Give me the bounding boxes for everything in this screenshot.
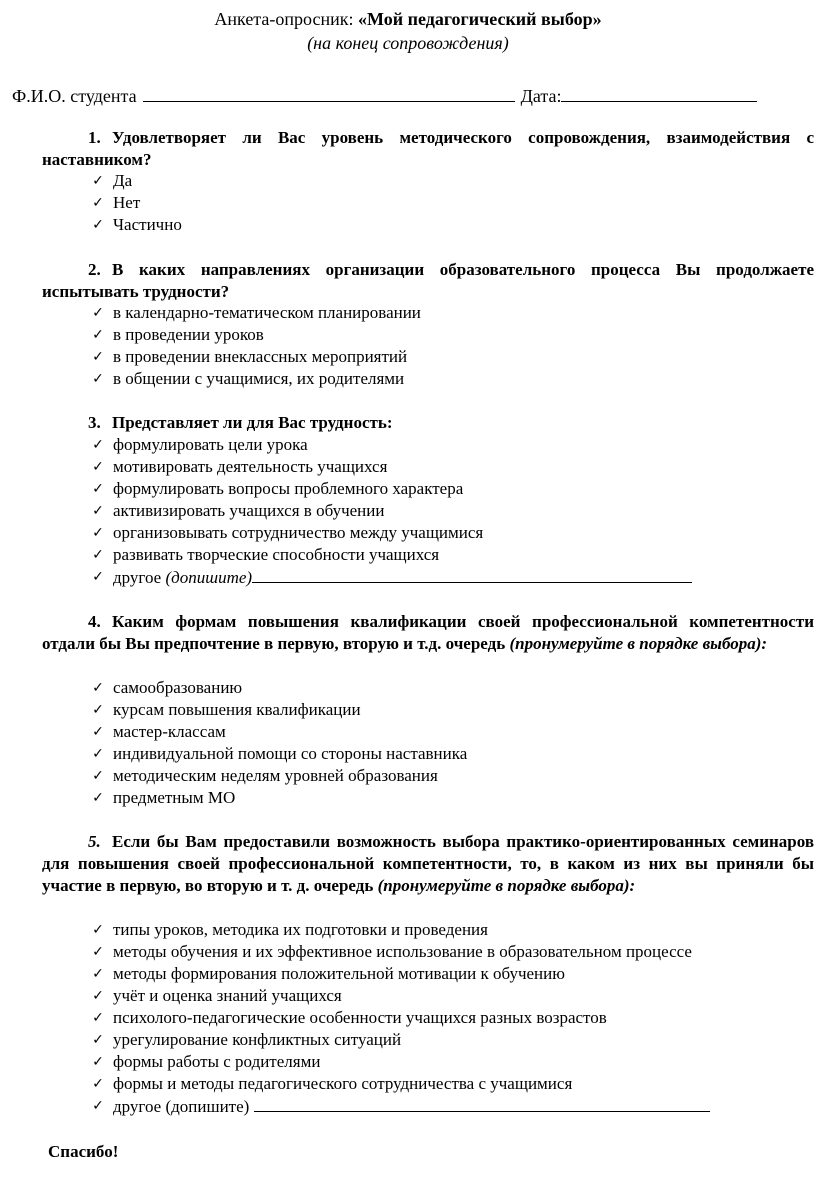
check-icon: ✓ [92,305,104,321]
option-label: в календарно-тематическом планировании [113,303,421,322]
question-number: 4. [88,612,101,631]
option-item[interactable] [0,544,816,566]
other-label: другое (допишите) [113,1097,254,1116]
option-item[interactable] [0,192,816,214]
question-5 [42,831,814,897]
check-icon: ✓ [92,1076,104,1092]
option-label: формулировать вопросы проблемного характера [113,479,464,498]
question-hint: (пронумеруйте в порядке выбора): [509,634,768,653]
page-title [0,7,816,31]
fio-label: Ф.И.О. студента [12,86,137,106]
question-2-options [0,302,816,390]
option-item[interactable] [0,985,816,1007]
check-icon: ✓ [92,768,104,784]
check-icon: ✓ [92,1098,104,1114]
option-label: учёт и оценка знаний учащихся [113,986,342,1005]
option-item[interactable] [0,677,816,699]
check-icon: ✓ [92,746,104,762]
check-icon: ✓ [92,371,104,387]
check-icon: ✓ [92,525,104,541]
option-label: методическим неделям уровней образования [113,766,438,785]
option-label: типы уроков, методика их подготовки и проведения [113,920,488,939]
question-4-options [0,677,816,809]
question-1-options [0,170,816,236]
option-label: методы обучения и их эффективное использование в образовательном процессе [113,942,692,961]
check-icon: ✓ [92,702,104,718]
option-item[interactable] [0,500,816,522]
option-item[interactable] [0,1051,816,1073]
option-item[interactable] [0,1029,816,1051]
question-5-options [0,919,816,1117]
question-text: В каких направлениях организации образовательного процесса Вы продолжаете испытывать трудности? [42,260,814,301]
option-item[interactable] [0,765,816,787]
option-label: методы формирования положительной мотивации к обучению [113,964,565,983]
option-label: формы работы с родителями [113,1052,321,1071]
option-item[interactable] [0,919,816,941]
option-label: Да [113,171,133,190]
option-label: мотивировать деятельность учащихся [113,457,388,476]
option-item[interactable] [0,743,816,765]
check-icon: ✓ [92,944,104,960]
check-icon: ✓ [92,988,104,1004]
question-text: Представляет ли для Вас трудность: [112,413,393,432]
fio-blank-field[interactable] [143,83,515,102]
student-line [12,83,812,108]
option-item[interactable] [0,456,816,478]
option-label: урегулирование конфликтных ситуаций [113,1030,402,1049]
option-item[interactable] [0,522,816,544]
option-item[interactable] [0,368,816,390]
check-icon: ✓ [92,966,104,982]
question-4 [42,611,814,655]
option-label: Нет [113,193,141,212]
check-icon: ✓ [92,173,104,189]
question-text: Каким формам повышения квалификации своей профессиональной компетентности отдали бы Вы предпочтение в первую, вторую и т.д. очередь [42,612,814,653]
question-3-options [0,434,816,588]
option-label: самообразованию [113,678,243,697]
check-icon: ✓ [92,922,104,938]
option-label: предметным МО [113,788,236,807]
option-item[interactable] [0,699,816,721]
question-3 [42,412,814,434]
option-label: в проведении уроков [113,325,264,344]
option-item[interactable] [0,214,816,236]
option-label: активизировать учащихся в обучении [113,501,385,520]
option-item[interactable] [0,1007,816,1029]
date-blank-field[interactable] [561,83,757,102]
check-icon: ✓ [92,724,104,740]
other-blank-field[interactable] [252,566,692,583]
option-label: в проведении внеклассных мероприятий [113,347,408,366]
option-label: психолого-педагогические особенности учащихся разных возрастов [113,1008,607,1027]
check-icon: ✓ [92,547,104,563]
check-icon: ✓ [92,217,104,233]
option-item-other[interactable] [0,566,816,588]
check-icon: ✓ [92,327,104,343]
question-number: 2. [88,260,101,279]
option-item[interactable] [0,346,816,368]
option-item[interactable] [0,434,816,456]
thanks-text: Спасибо! [48,1142,119,1161]
option-label: формы и методы педагогического сотрудничества с учащимися [113,1074,573,1093]
other-hint: (допишите) [165,568,253,587]
check-icon: ✓ [92,481,104,497]
option-item[interactable] [0,1073,816,1095]
check-icon: ✓ [92,790,104,806]
option-label: курсам повышения квалификации [113,700,361,719]
title-prefix: Анкета-опросник: [214,9,358,29]
option-item[interactable] [0,963,816,985]
option-label: развивать творческие способности учащихся [113,545,440,564]
option-label: мастер-классам [113,722,226,741]
check-icon: ✓ [92,1010,104,1026]
option-item-other[interactable] [0,1095,816,1117]
date-label: Дата: [520,86,562,106]
check-icon: ✓ [92,349,104,365]
option-label: индивидуальной помощи со стороны наставника [113,744,468,763]
option-item[interactable] [0,721,816,743]
question-text: Если бы Вам предоставили возможность выбора практико-ориентированных семинаров для повышения своей профессиональной компетентности, то, в каком из них вы приняли бы участие в первую, во вторую и т. д. очередь [42,832,814,895]
check-icon: ✓ [92,1054,104,1070]
check-icon: ✓ [92,1032,104,1048]
check-icon: ✓ [92,569,104,585]
check-icon: ✓ [92,195,104,211]
other-label: другое [113,568,166,587]
question-number: 3. [88,413,101,432]
check-icon: ✓ [92,503,104,519]
question-number: 1. [88,128,101,147]
question-2 [42,259,814,303]
option-label: организовывать сотрудничество между учащимися [113,523,484,542]
check-icon: ✓ [92,437,104,453]
option-item[interactable] [0,787,816,809]
question-1 [42,127,814,171]
option-label: Частично [113,215,182,234]
other-blank-field[interactable] [254,1095,710,1112]
check-icon: ✓ [92,459,104,475]
option-label: формулировать цели урока [113,435,308,454]
option-item[interactable] [0,478,816,500]
question-hint: (пронумеруйте в порядке выбора): [377,876,636,895]
page-subtitle: (на конец сопровождения) [307,33,509,53]
check-icon: ✓ [92,680,104,696]
title-bold: «Мой педагогический выбор» [357,9,602,29]
option-item[interactable] [0,941,816,963]
option-item[interactable] [0,324,816,346]
option-item[interactable] [0,302,816,324]
option-label: в общении с учащимися, их родителями [113,369,405,388]
question-text: Удовлетворяет ли Вас уровень методического сопровождения, взаимодействия с наставником? [42,128,814,169]
question-number: 5. [88,832,101,851]
option-item[interactable] [0,170,816,192]
